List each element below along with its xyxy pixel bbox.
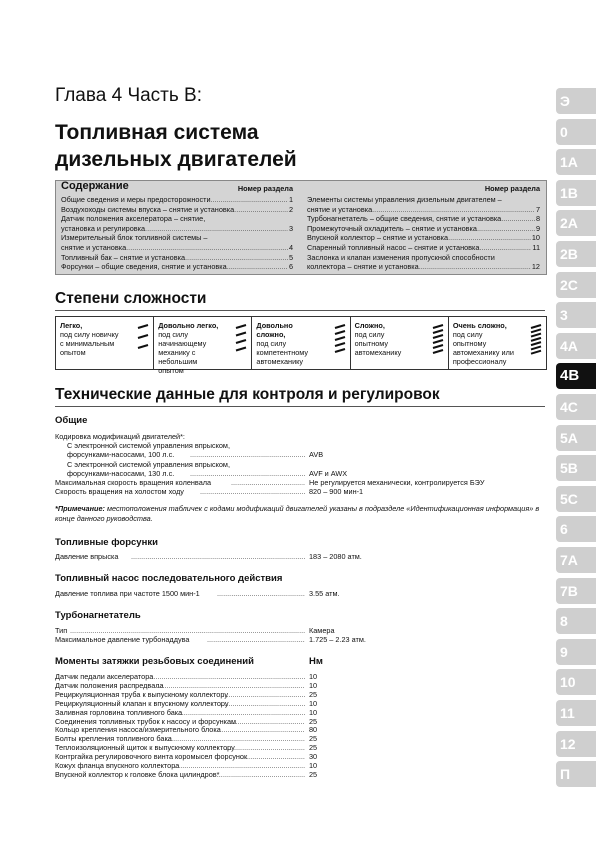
leader-dots xyxy=(419,262,531,272)
torque-label: Рециркуляционная труба к выпускному коллектору xyxy=(55,689,228,699)
torque-label: Теплоизоляционный щиток к выпускному коллектору xyxy=(55,743,235,753)
footnote-label: *Примечание: xyxy=(55,504,105,513)
contents-item-page: 3 xyxy=(288,223,293,233)
spanner-icon xyxy=(529,323,543,357)
contents-item xyxy=(61,214,293,224)
contents-item-text: Спаренный топливный насос – снятие и установка xyxy=(307,242,480,252)
spanner-icon xyxy=(234,323,248,357)
chapter-heading: Глава 4 Часть B: xyxy=(55,85,203,106)
torque-label: Кольцо крепления насоса/измерительного блока xyxy=(55,725,221,735)
contents-item xyxy=(307,262,540,272)
spanner-icon xyxy=(333,323,347,357)
leader-dots xyxy=(501,214,535,224)
torque-label: Контргайка регулировочного винта коромысел форсунок xyxy=(55,752,248,762)
leader-dots xyxy=(211,195,288,205)
contents-item-text: установка и регулировка xyxy=(61,223,146,233)
contents-item-text: Топливный бак – снятие и установка xyxy=(61,252,186,262)
torque-title: Моменты затяжки резьбовых соединений xyxy=(55,656,254,667)
contents-item-text: Форсунки – общие сведения, снятие и установка xyxy=(61,262,227,272)
torque-label: Кожух фланца впускного коллектора xyxy=(55,761,180,770)
general-title: Общие xyxy=(55,415,88,426)
contents-item-page: 6 xyxy=(288,262,293,272)
page-title xyxy=(55,119,297,173)
contents-item-page: 8 xyxy=(535,214,540,224)
torque-value: 25 xyxy=(309,743,318,753)
footnote xyxy=(55,504,545,524)
spanner-icon xyxy=(136,323,150,357)
section-tab[interactable]: 10 xyxy=(556,669,596,695)
contents-item-text: Общие сведения и меры предосторожности xyxy=(61,195,211,204)
spec-value: 183 – 2080 атм. xyxy=(309,552,362,561)
difficulty-title: Очень сложно, xyxy=(452,321,507,330)
leader-dots xyxy=(479,243,531,253)
section-tab[interactable]: 11 xyxy=(556,700,596,726)
contents-item xyxy=(307,253,540,263)
torque-label: Рециркуляционный клапан к впускному коллектору xyxy=(55,698,229,708)
contents-item-text: Впускной коллектор – снятие и установка xyxy=(307,233,449,243)
section-tab[interactable]: 5A xyxy=(556,425,596,451)
torque-value: 10 xyxy=(309,672,318,681)
torque-value: 10 xyxy=(309,707,318,717)
difficulty-text: под силу опытному автомеханику xyxy=(354,330,402,357)
leader-dots xyxy=(372,205,535,215)
leader-dots xyxy=(477,224,535,234)
spec-label: С электронной системой управления впрыском, xyxy=(67,460,230,469)
contents-item xyxy=(61,233,293,243)
contents-item xyxy=(307,214,540,224)
section-tab[interactable]: 4C xyxy=(556,394,596,420)
contents-section-header-right: Номер раздела xyxy=(484,184,540,193)
section-tab[interactable]: Э xyxy=(556,88,596,114)
torque-label: Датчик педали акселератора xyxy=(55,672,154,681)
section-tab[interactable]: 7B xyxy=(556,578,596,604)
difficulty-title: Легко, xyxy=(60,321,83,330)
contents-item-text: Воздухоходы системы впуска – снятие и установка xyxy=(61,204,235,214)
leader-dots xyxy=(185,253,288,263)
contents-item-text: Элементы системы управления дизельным двигателем – xyxy=(307,195,502,204)
spec-value: AVF и AWX xyxy=(309,469,348,478)
difficulty-scale xyxy=(55,316,547,375)
spec-label: С электронной системой управления впрыском, xyxy=(67,441,230,450)
section-tab[interactable]: 12 xyxy=(556,731,596,757)
spec-value: 820 – 900 мин-1 xyxy=(309,487,364,496)
section-tab[interactable]: 9 xyxy=(556,639,596,665)
leader-dots xyxy=(448,233,531,243)
spec-label: Тип xyxy=(55,626,68,635)
torque-value: 25 xyxy=(309,769,318,779)
leader-dots xyxy=(145,224,288,234)
injectors-title: Топливные форсунки xyxy=(55,537,158,548)
contents-item xyxy=(307,233,540,243)
difficulty-level xyxy=(154,317,252,375)
spec-value: AVB xyxy=(309,450,324,459)
contents-item-page: 9 xyxy=(535,223,540,233)
contents-item xyxy=(307,224,540,234)
section-tab[interactable]: 2B xyxy=(556,241,596,267)
difficulty-level xyxy=(351,317,449,369)
divider xyxy=(55,406,545,407)
leader-dots xyxy=(217,770,305,780)
contents-item-page: 2 xyxy=(288,204,293,214)
section-tab[interactable]: П xyxy=(556,761,596,787)
torque-value: 10 xyxy=(309,698,318,708)
torque-value: 80 xyxy=(309,725,318,735)
difficulty-title: Сложно, xyxy=(354,321,385,330)
difficulty-level xyxy=(449,317,546,369)
contents-item-text: коллектора – снятие и установка xyxy=(307,262,419,272)
section-tab[interactable]: 4A xyxy=(556,333,596,359)
contents-item-page: 5 xyxy=(288,252,293,262)
torque-value: 10 xyxy=(309,680,318,690)
section-tab[interactable]: 1A xyxy=(556,149,596,175)
spec-label: форсунками-насосами, 100 л.с. xyxy=(67,450,175,459)
divider xyxy=(55,310,545,311)
contents-item xyxy=(307,243,540,253)
turbo-title: Турбонагнетатель xyxy=(55,610,141,621)
spec-value: Камера xyxy=(309,626,335,635)
contents-item-page: 7 xyxy=(535,204,540,214)
contents-item-page: 11 xyxy=(532,242,540,252)
contents-right-column xyxy=(307,181,540,272)
leader-dots xyxy=(234,205,288,215)
torque-value: 30 xyxy=(309,752,318,762)
spec-label: Давление топлива при частоте 1500 мин-1 xyxy=(55,589,200,598)
difficulty-title: Довольно легко, xyxy=(158,321,219,330)
contents-item-page: 10 xyxy=(531,233,540,243)
torque-unit: Нм xyxy=(309,656,323,667)
contents-left-column xyxy=(61,181,293,272)
difficulty-text: под силу компетентному автомеханику xyxy=(256,339,309,366)
contents-item xyxy=(307,195,540,205)
torque-label: Соединения топливных трубок к насосу и форсункам xyxy=(55,716,237,726)
section-tab[interactable]: 5C xyxy=(556,486,596,512)
contents-item-text: Заслонка и клапан изменения пропускной способности xyxy=(307,252,495,262)
spec-label: Максимальная скорость вращения коленвала xyxy=(55,478,212,487)
contents-section-header: Номер раздела xyxy=(237,184,293,193)
spec-value: Не регулируется механически, контролируется БЭУ xyxy=(309,478,485,487)
difficulty-text: под силу начинающему механику с небольшим опытом xyxy=(158,330,207,375)
contents-item-text: Промежуточный охладитель – снятие и установка xyxy=(307,223,477,233)
contents-item xyxy=(307,205,540,215)
contents-item xyxy=(61,262,293,272)
spec-label: Давление впрыска xyxy=(55,552,119,561)
spanner-icon xyxy=(431,323,445,357)
contents-item-text: снятие и установка xyxy=(61,242,127,252)
torque-value: 25 xyxy=(309,734,318,744)
title-line-2: дизельных двигателей xyxy=(55,148,297,171)
pump-title: Топливный насос последовательного действия xyxy=(55,573,283,584)
difficulty-heading: Степени сложности xyxy=(55,290,207,307)
contents-item-page: 4 xyxy=(288,242,293,252)
section-tab[interactable]: 1B xyxy=(556,180,596,206)
section-tab[interactable]: 7A xyxy=(556,547,596,573)
leader-dots xyxy=(126,243,288,253)
specs-heading: Технические данные для контроля и регулировок xyxy=(55,386,440,403)
contents-item-text: снятие и установка xyxy=(307,204,373,214)
section-tab[interactable]: 8 xyxy=(556,608,596,634)
contents-item xyxy=(61,224,293,234)
torque-label: Впускной коллектор к головке блока цилиндров* xyxy=(55,769,220,779)
leader-dots xyxy=(227,262,288,272)
contents-item-text: Турбонагнетатель – общие сведения, снятие и установка xyxy=(307,214,502,224)
difficulty-level xyxy=(56,317,154,369)
difficulty-title: Довольно сложно, xyxy=(256,321,293,339)
spec-value: 1.725 – 2.23 атм. xyxy=(309,635,366,644)
footnote-text: местоположения табличек с кодами модификаций двигателей указаны в подразделе «Идентификационная информация» в конце данного руководства. xyxy=(55,504,540,523)
contents-item xyxy=(61,195,293,205)
section-tab[interactable]: 0 xyxy=(556,119,596,145)
difficulty-text: под силу опытному автомеханику или профессионалу xyxy=(452,330,514,366)
contents-item-text: Измерительный блок топливной системы – xyxy=(61,233,208,243)
section-tab[interactable]: 3 xyxy=(556,302,596,328)
section-tab[interactable]: 5B xyxy=(556,455,596,481)
torque-value: 10 xyxy=(309,761,318,770)
contents-item-text: Датчик положения акселератора – снятие, xyxy=(61,214,206,224)
contents-item xyxy=(61,253,293,263)
spec-label: Максимальное давление турбонаддува xyxy=(55,635,190,644)
contents-item-page: 1 xyxy=(288,195,293,204)
contents-item-page: 12 xyxy=(531,262,540,272)
spec-value: 3.55 атм. xyxy=(309,589,340,598)
torque-label: Заливная горловина топливного бака xyxy=(55,707,183,717)
section-tab[interactable]: 6 xyxy=(556,516,596,542)
difficulty-level xyxy=(252,317,350,369)
section-tab[interactable]: 2A xyxy=(556,210,596,236)
contents-title: Содержание xyxy=(61,180,129,192)
section-tab[interactable]: 4B xyxy=(556,363,596,389)
contents-item xyxy=(61,243,293,253)
contents-box xyxy=(55,180,547,275)
title-line-1: Топливная система xyxy=(55,121,259,144)
torque-label: Болты крепления топливного бака xyxy=(55,734,172,744)
torque-value: 25 xyxy=(309,689,318,699)
spec-label: форсунками-насосами, 130 л.с. xyxy=(67,469,175,478)
spec-label: Скорость вращения на холостом ходу xyxy=(55,487,184,496)
section-tab[interactable]: 2C xyxy=(556,272,596,298)
engine-codes-label: Кодировка модификаций двигателей*: xyxy=(55,432,185,441)
torque-label: Датчик положения распредвала xyxy=(55,680,164,690)
contents-item xyxy=(61,205,293,215)
torque-value: 25 xyxy=(309,716,318,726)
difficulty-text: под силу новичку с минимальным опытом xyxy=(60,330,119,357)
